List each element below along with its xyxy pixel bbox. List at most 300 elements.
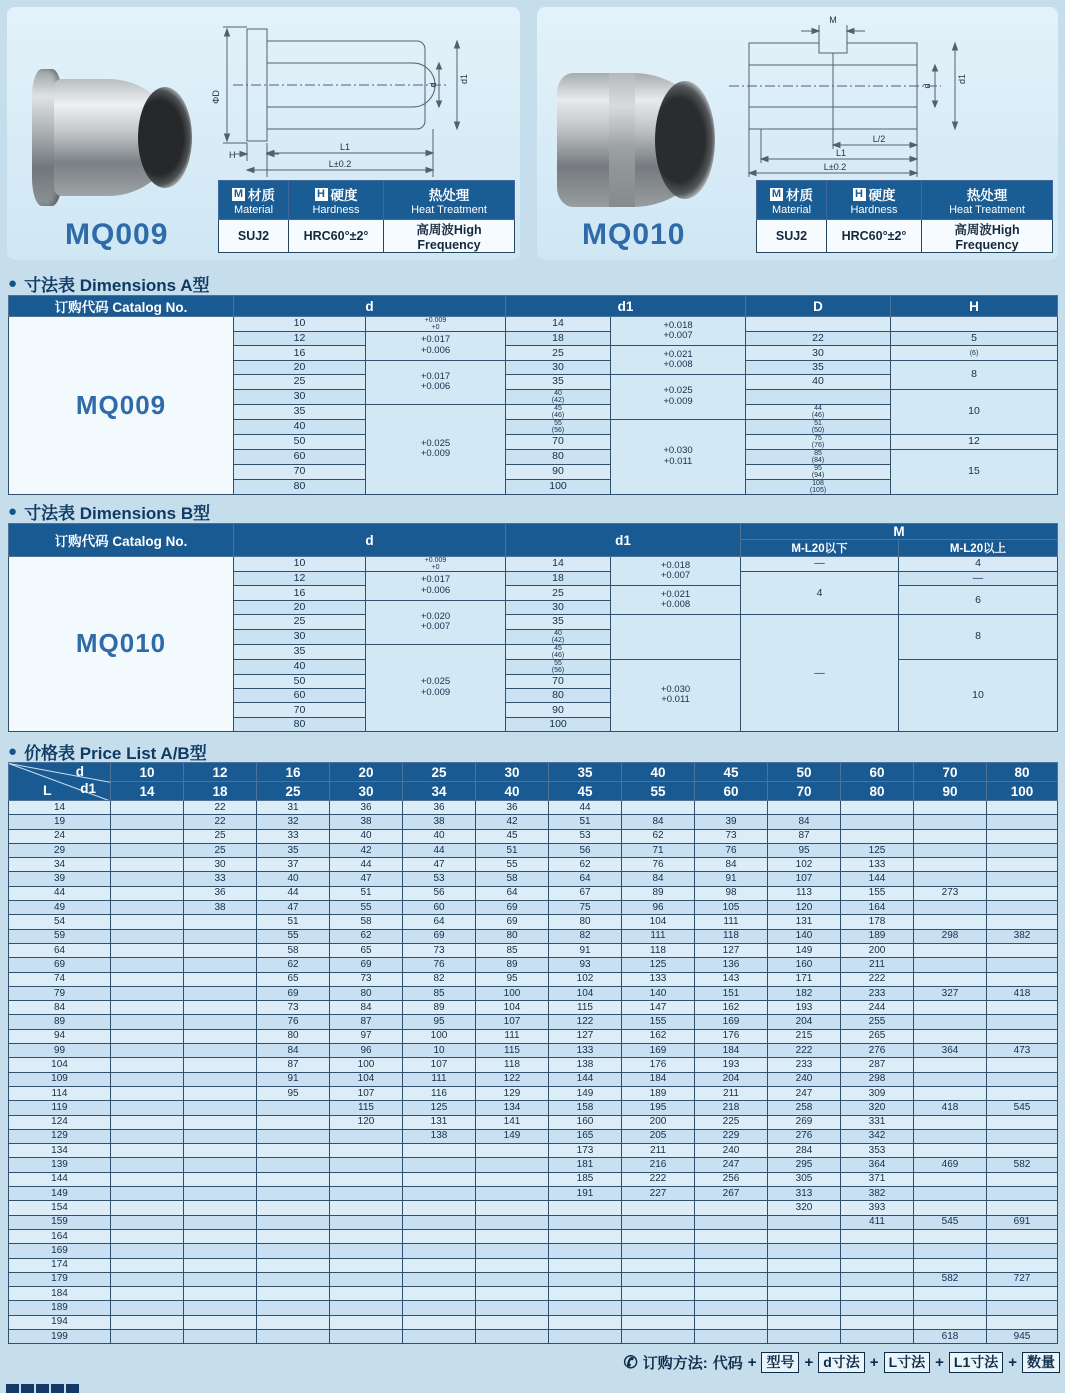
price-cell	[184, 943, 257, 957]
price-row	[9, 1215, 1058, 1229]
price-cell: 67	[549, 886, 622, 900]
price-cell: 100	[476, 986, 549, 1000]
price-cell	[987, 872, 1058, 886]
footer-logo-block	[36, 1384, 49, 1393]
dim-cell: 70	[234, 464, 366, 479]
price-cell	[403, 1144, 476, 1158]
price-cell: 51	[476, 843, 549, 857]
price-L-cell: 129	[9, 1129, 111, 1143]
product-code-mq010: MQ010	[582, 218, 686, 251]
price-cell	[330, 1287, 403, 1301]
price-cell: 95	[476, 972, 549, 986]
dim-cell: +0.030 +0.011	[611, 659, 741, 732]
price-row	[9, 1187, 1058, 1201]
price-header-d1-value: 45	[549, 782, 622, 801]
price-cell: 178	[841, 915, 914, 929]
price-cell	[403, 1272, 476, 1286]
price-cell	[914, 1315, 987, 1329]
price-row	[9, 1001, 1058, 1015]
price-row	[9, 1044, 1058, 1058]
price-cell: 30	[184, 858, 257, 872]
dim-label-H: H	[229, 150, 236, 160]
price-cell: 107	[476, 1015, 549, 1029]
price-cell: 129	[476, 1086, 549, 1100]
price-cell	[184, 1115, 257, 1129]
price-cell: 100	[330, 1058, 403, 1072]
price-cell: 244	[841, 1001, 914, 1015]
dim-cell: 50	[234, 674, 366, 688]
dimensions-b-table	[8, 523, 1058, 732]
price-header-d-value: 35	[549, 763, 622, 782]
price-cell: 147	[622, 1001, 695, 1015]
dim-label-phiD: ΦD	[211, 90, 221, 104]
price-cell: 22	[184, 801, 257, 815]
price-row	[9, 1287, 1058, 1301]
price-header-d1-value: 34	[403, 782, 476, 801]
price-cell	[549, 1229, 622, 1243]
price-cell: 353	[841, 1144, 914, 1158]
price-cell: 164	[841, 901, 914, 915]
phone-icon: ✆	[623, 1352, 638, 1372]
hardness-letter-icon: H	[315, 188, 328, 201]
price-cell	[841, 1287, 914, 1301]
header-M-above-L20: M-L20以上	[899, 540, 1058, 557]
price-cell	[914, 1229, 987, 1243]
price-cell	[111, 1215, 184, 1229]
mq010-photo	[557, 65, 727, 215]
price-row	[9, 1244, 1058, 1258]
price-row	[9, 1115, 1058, 1129]
price-cell	[111, 1001, 184, 1015]
price-cell: 47	[257, 901, 330, 915]
dim-label-Ltol: L±0.2	[328, 159, 352, 169]
price-cell	[257, 1315, 330, 1329]
price-cell: 40	[403, 829, 476, 843]
price-cell	[111, 801, 184, 815]
price-cell	[549, 1258, 622, 1272]
price-L-cell: 194	[9, 1315, 111, 1329]
price-cell: 95	[768, 843, 841, 857]
price-cell	[914, 1172, 987, 1186]
price-cell	[476, 1229, 549, 1243]
price-cell: 33	[184, 872, 257, 886]
dim-cell: +0.025 +0.009	[611, 375, 746, 419]
price-cell: 97	[330, 1029, 403, 1043]
price-cell: 229	[695, 1129, 768, 1143]
price-cell	[111, 1244, 184, 1258]
price-cell	[476, 1201, 549, 1215]
price-cell: 222	[622, 1172, 695, 1186]
price-cell: 138	[403, 1129, 476, 1143]
price-cell	[330, 1244, 403, 1258]
dim-cell: 70	[234, 703, 366, 717]
price-cell: 205	[622, 1129, 695, 1143]
price-cell	[184, 1329, 257, 1343]
price-cell: 393	[841, 1201, 914, 1215]
price-cell: 22	[184, 815, 257, 829]
price-cell: 222	[841, 972, 914, 986]
dim-cell: 35	[506, 375, 611, 389]
price-cell	[841, 1315, 914, 1329]
price-cell: 44	[330, 858, 403, 872]
dim-cell: +0.021 +0.008	[611, 346, 746, 375]
price-row	[9, 1258, 1058, 1272]
price-cell	[330, 1187, 403, 1201]
price-cell	[768, 801, 841, 815]
material-header	[757, 181, 827, 220]
price-cell	[257, 1201, 330, 1215]
price-cell: 140	[622, 986, 695, 1000]
price-L-cell: 124	[9, 1115, 111, 1129]
price-cell: 125	[622, 958, 695, 972]
price-cell	[914, 1244, 987, 1258]
price-header-d-value: 25	[403, 763, 476, 782]
dim-cell: 14	[506, 557, 611, 572]
price-cell	[184, 1287, 257, 1301]
price-L-cell: 49	[9, 901, 111, 915]
price-cell: 295	[768, 1158, 841, 1172]
dim-cell: +0.018 +0.007	[611, 317, 746, 346]
diagonal-line	[9, 763, 111, 783]
price-row	[9, 1272, 1058, 1286]
price-cell	[184, 915, 257, 929]
price-cell: 144	[549, 1072, 622, 1086]
mq009-technical-drawing	[205, 13, 517, 183]
dim-cell: +0.021 +0.008	[611, 586, 741, 615]
dim-cell: 70	[506, 674, 611, 688]
price-cell: 181	[549, 1158, 622, 1172]
price-cell: 91	[549, 943, 622, 957]
price-cell	[622, 1315, 695, 1329]
price-cell: 44	[257, 886, 330, 900]
dim-cell	[611, 615, 741, 659]
price-cell	[111, 958, 184, 972]
price-cell: 32	[257, 815, 330, 829]
price-cell	[111, 1187, 184, 1201]
dim-cell: 25	[506, 586, 611, 600]
price-cell: 39	[695, 815, 768, 829]
price-cell: 104	[549, 986, 622, 1000]
price-cell: 255	[841, 1015, 914, 1029]
dim-cell: 30	[506, 360, 611, 374]
price-cell: 284	[768, 1144, 841, 1158]
price-cell: 125	[841, 843, 914, 857]
price-cell: 127	[549, 1029, 622, 1043]
price-cell	[914, 1258, 987, 1272]
price-cell	[622, 801, 695, 815]
price-L-cell: 79	[9, 986, 111, 1000]
dimensions-b-title-text: 寸法表 Dimensions B型	[24, 504, 211, 523]
price-cell	[914, 1086, 987, 1100]
price-cell: 149	[768, 943, 841, 957]
price-cell	[768, 1258, 841, 1272]
price-cell	[841, 1229, 914, 1243]
price-L-cell: 69	[9, 958, 111, 972]
price-header-d1-value: 14	[111, 782, 184, 801]
price-cell	[403, 1244, 476, 1258]
material-letter-icon: M	[233, 187, 244, 200]
price-cell: 256	[695, 1172, 768, 1186]
price-cell	[403, 1187, 476, 1201]
dim-cell	[891, 317, 1058, 332]
price-cell: 91	[257, 1072, 330, 1086]
price-cell: 545	[914, 1215, 987, 1229]
price-row	[9, 1315, 1058, 1329]
heat-treatment-value: 高周波High Frequency	[384, 220, 515, 253]
price-header-d-value: 70	[914, 763, 987, 782]
price-cell: 105	[695, 901, 768, 915]
dimensions-a-title	[8, 271, 210, 296]
dim-cell: 35	[746, 360, 891, 374]
price-row	[9, 901, 1058, 915]
price-cell: 107	[403, 1058, 476, 1072]
dim-cell: 8	[891, 360, 1058, 389]
dim-cell: (6)	[891, 346, 1058, 360]
price-cell: 51	[257, 915, 330, 929]
price-row	[9, 1201, 1058, 1215]
price-cell	[695, 1258, 768, 1272]
dim-cell: 44 (46)	[746, 404, 891, 419]
heat-cn: 热处理	[966, 188, 1008, 203]
price-cell	[914, 1029, 987, 1043]
footer-logo-stub	[6, 1384, 79, 1393]
price-row	[9, 829, 1058, 843]
price-header-d-value: 40	[622, 763, 695, 782]
price-L-cell: 34	[9, 858, 111, 872]
price-cell: 149	[476, 1129, 549, 1143]
price-header-d1-value: 90	[914, 782, 987, 801]
price-cell	[111, 986, 184, 1000]
price-cell	[111, 1287, 184, 1301]
price-cell	[476, 1315, 549, 1329]
price-cell	[914, 943, 987, 957]
price-row	[9, 1301, 1058, 1315]
price-cell	[841, 1258, 914, 1272]
price-cell: 287	[841, 1058, 914, 1072]
price-cell: 85	[476, 943, 549, 957]
price-cell: 55	[330, 901, 403, 915]
dimensions-b-title	[8, 499, 210, 524]
dim-cell: 45 (46)	[506, 404, 611, 419]
price-cell: 95	[403, 1015, 476, 1029]
price-list-title-text: 价格表 Price List A/B型	[24, 744, 207, 763]
price-cell	[695, 1287, 768, 1301]
dim-cell: 30	[506, 600, 611, 614]
price-cell	[476, 1215, 549, 1229]
heat-treatment-header	[922, 181, 1053, 220]
material-value: SUJ2	[219, 220, 289, 253]
price-cell: 42	[476, 815, 549, 829]
price-cell	[330, 1215, 403, 1229]
plus-sign: +	[1008, 1354, 1017, 1371]
header-catalog-no: 订购代码 Catalog No.	[9, 524, 234, 557]
price-cell: 36	[330, 801, 403, 815]
price-cell	[622, 1229, 695, 1243]
price-cell: 473	[987, 1044, 1058, 1058]
price-cell	[914, 801, 987, 815]
price-L-cell: 199	[9, 1329, 111, 1343]
price-cell: 47	[330, 872, 403, 886]
price-L-cell: 39	[9, 872, 111, 886]
price-cell: 25	[184, 829, 257, 843]
price-cell: 104	[476, 1001, 549, 1015]
price-cell: 107	[330, 1086, 403, 1100]
price-cell	[695, 1329, 768, 1343]
dim-cell: —	[741, 557, 899, 572]
price-cell	[987, 1001, 1058, 1015]
price-cell: 111	[403, 1072, 476, 1086]
price-L-cell: 169	[9, 1244, 111, 1258]
price-cell: 76	[257, 1015, 330, 1029]
dim-cell: 40 (42)	[506, 389, 611, 404]
price-cell	[184, 1072, 257, 1086]
price-cell	[111, 915, 184, 929]
price-cell	[987, 1172, 1058, 1186]
price-cell	[111, 929, 184, 943]
price-L-cell: 64	[9, 943, 111, 957]
dim-cell	[746, 317, 891, 332]
price-cell: 71	[622, 843, 695, 857]
price-row	[9, 815, 1058, 829]
price-cell	[184, 1172, 257, 1186]
price-cell: 144	[841, 872, 914, 886]
price-cell: 469	[914, 1158, 987, 1172]
price-cell	[184, 1086, 257, 1100]
price-cell: 151	[695, 986, 768, 1000]
price-cell	[184, 1129, 257, 1143]
dim-cell: 80	[506, 688, 611, 702]
price-row	[9, 1172, 1058, 1186]
price-cell: 185	[549, 1172, 622, 1186]
order-method-label: 订购方法:	[642, 1355, 708, 1372]
price-cell	[695, 1244, 768, 1258]
price-cell	[622, 1244, 695, 1258]
price-L-cell: 119	[9, 1101, 111, 1115]
price-cell	[330, 1158, 403, 1172]
dim-cell: 4	[899, 557, 1058, 572]
price-cell	[111, 1115, 184, 1129]
heat-treatment-value: 高周波High Frequency	[922, 220, 1053, 253]
dim-cell: 16	[234, 346, 366, 360]
price-cell: 141	[476, 1115, 549, 1129]
price-cell: 115	[476, 1044, 549, 1058]
dim-cell: 20	[234, 360, 366, 374]
price-cell	[403, 1315, 476, 1329]
price-cell: 53	[549, 829, 622, 843]
price-L-cell: 139	[9, 1158, 111, 1172]
dim-cell: 50	[234, 434, 366, 449]
price-cell	[549, 1287, 622, 1301]
hardness-header	[827, 181, 922, 220]
price-cell	[987, 1244, 1058, 1258]
price-cell	[184, 1101, 257, 1115]
price-header-d1-value: 70	[768, 782, 841, 801]
dim-cell: 18	[506, 572, 611, 586]
price-cell: 58	[330, 915, 403, 929]
footer-logo-block	[6, 1384, 19, 1393]
price-cell	[549, 1215, 622, 1229]
mq009-photo	[32, 65, 197, 215]
price-cell	[914, 958, 987, 972]
price-cell: 76	[695, 843, 768, 857]
hardness-header	[289, 181, 384, 220]
price-cell	[987, 1086, 1058, 1100]
price-cell	[768, 1244, 841, 1258]
price-cell: 102	[768, 858, 841, 872]
price-cell	[257, 1329, 330, 1343]
material-letter-icon: M	[771, 187, 782, 200]
price-L-cell: 99	[9, 1044, 111, 1058]
price-cell: 131	[768, 915, 841, 929]
dim-label-L1: L1	[339, 142, 351, 152]
price-cell: 60	[403, 901, 476, 915]
price-cell	[184, 1301, 257, 1315]
price-cell: 76	[622, 858, 695, 872]
dim-cell: 20	[234, 600, 366, 614]
price-cell	[987, 943, 1058, 957]
price-cell	[622, 1215, 695, 1229]
catalog-no-cell: MQ009	[9, 317, 234, 495]
price-cell: 76	[403, 958, 476, 972]
price-cell	[257, 1187, 330, 1201]
price-cell: 104	[330, 1072, 403, 1086]
price-cell: 158	[549, 1101, 622, 1115]
dim-cell: 30	[234, 629, 366, 644]
dim-cell: 10	[891, 389, 1058, 434]
price-cell: 33	[257, 829, 330, 843]
price-cell	[111, 1272, 184, 1286]
price-cell	[184, 1029, 257, 1043]
price-cell	[184, 1058, 257, 1072]
price-cell	[476, 1301, 549, 1315]
mq009-photo-bore	[138, 87, 192, 188]
price-cell: 53	[403, 872, 476, 886]
price-L-cell: 19	[9, 815, 111, 829]
material-cn: 材质	[248, 188, 275, 203]
price-cell: 276	[841, 1044, 914, 1058]
header-d1: d1	[506, 296, 746, 317]
price-cell: 96	[622, 901, 695, 915]
dim-cell: +0.030 +0.011	[611, 419, 746, 494]
price-cell	[476, 1287, 549, 1301]
dim-cell: 75 (76)	[746, 434, 891, 449]
price-cell	[184, 1244, 257, 1258]
dim-cell: 15	[891, 449, 1058, 494]
price-cell	[841, 829, 914, 843]
price-cell	[987, 1258, 1058, 1272]
price-cell: 38	[184, 901, 257, 915]
price-cell	[403, 1287, 476, 1301]
price-cell	[184, 1001, 257, 1015]
price-cell: 200	[622, 1115, 695, 1129]
price-row	[9, 886, 1058, 900]
price-cell: 582	[914, 1272, 987, 1286]
dim-cell: +0.017 +0.006	[366, 572, 506, 601]
price-cell	[695, 1215, 768, 1229]
price-cell: 44	[549, 801, 622, 815]
price-cell: 125	[403, 1101, 476, 1115]
dim-cell: 12	[891, 434, 1058, 449]
price-cell: 133	[622, 972, 695, 986]
price-cell	[257, 1172, 330, 1186]
dim-cell: 10	[234, 557, 366, 572]
price-row	[9, 801, 1058, 815]
price-cell: 82	[403, 972, 476, 986]
price-cell	[914, 815, 987, 829]
price-cell: 184	[622, 1072, 695, 1086]
price-cell: 62	[622, 829, 695, 843]
price-row	[9, 1058, 1058, 1072]
